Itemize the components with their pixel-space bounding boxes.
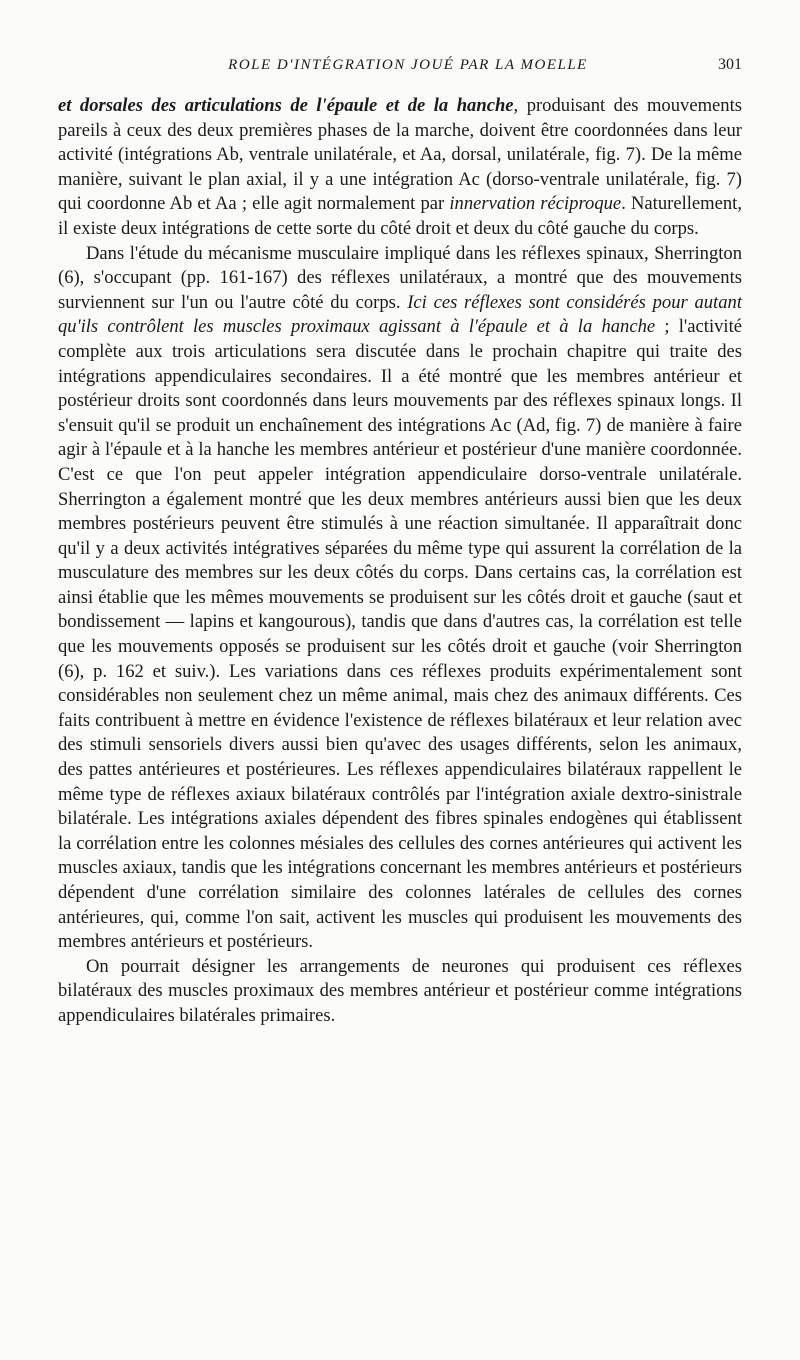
body-text bbox=[58, 94, 742, 1029]
page-number: 301 bbox=[718, 56, 742, 73]
text-segment: ; l'activité complète aux trois articulations sera discutée dans le prochain chapitre qui traite des intégrations appendiculaires secondaires. Il a été montré que les membres antérieur et postérieur droits sont coordonnés dans leurs mouvements par des réflexes spinaux longs. Il s'ensuit qu'il se produit un enchaînement des intégrations Ac (Ad, fig. 7) de manière à faire agir à l'épaule et à la hanche les membres antérieur et postérieur d'une manière coordonnée. C'est ce que l'on peut appeler intégration appendiculaire dorso-ventrale unilatérale. Sherrington a également montré que les deux membres antérieurs aussi bien que les deux membres postérieurs peuvent être stimulés à une réaction simultanée. Il apparaîtrait donc qu'il y a deux activités intégratives séparées du même type qui assurent la corrélation de la musculature des membres sur les deux côtés du corps. Dans certains cas, la corrélation est ainsi établie que les mêmes mouvements se produisent sur les côtés droit et gauche (saut et bondissement — lapins et kangourous), tandis que dans d'autres cas, la corrélation est telle que les mouvements opposés se produisent sur les côtés droit et gauche (voir Sherrington (6), p. 162 et suiv.). Les variations dans ces réflexes produits expérimentalement sont considérables non seulement chez un même animal, mais chez des animaux différents. Ces faits contribuent à mettre en évidence l'existence de réflexes bilatéraux et leur relation avec des stimuli sensoriels divers aussi bien qu'avec des usages différents, selon les animaux, des pattes antérieures et postérieures. Les réflexes appendiculaires bilatéraux rappellent le même type de réflexes axiaux bilatéraux contrôlés par l'intégration axiale dextro-sinistrale bilatérale. Les intégrations axiales dépendent des fibres spinales endogènes qui établissent la corrélation entre les colonnes mésiales des cellules des cornes antérieures qui activent les muscles axiaux, tandis que les intégrations concernant les membres antérieurs et postérieurs dépendent d'une corrélation similaire des colonnes latérales de cellules des cornes antérieures, qui, comme l'on sait, activent les muscles qui produisent les mouvements des membres antérieurs et postérieurs. bbox=[58, 316, 743, 953]
text-segment: , produisant des mouvements pareils à ceux des deux premières phases de la marche, doivent être coordonnées dans leur activité (intégrations Ab, ventrale unilatérale, et Aa, dorsal, unilatérale, fig. 7). De la même manière, suivant le plan axial, il y a une intégration Ac (dorso-ventrale unilatérale, fig. 7) qui coordonne Ab et Aa ; elle agit normalement par bbox=[58, 95, 742, 215]
paragraph bbox=[58, 94, 742, 242]
emphasized-text: Ici ces réflexes sont considérés pour autant qu'ils contrôlent les muscles proximaux agissant à l'épaule et à la hanche bbox=[58, 291, 742, 338]
emphasized-text: innervation réciproque bbox=[449, 193, 622, 215]
text-segment: . Naturellement, il existe deux intégrations de cette sorte du côté droit et deux du côté gauche du corps. bbox=[58, 193, 742, 239]
text-segment: Dans l'étude du mécanisme musculaire impliqué dans les réflexes spinaux, Sherrington (6), s'occupant (pp. 161-167) des réflexes unilatéraux, a montré que des mouvements surviennent sur l'un ou l'autre côté du corps. bbox=[58, 242, 742, 313]
running-head bbox=[58, 56, 742, 74]
running-title: ROLE D'INTÉGRATION JOUÉ PAR LA MOELLE bbox=[228, 57, 588, 73]
paragraph bbox=[58, 955, 742, 1029]
paragraph bbox=[58, 242, 742, 955]
text-segment: On pourrait désigner les arrangements de neurones qui produisent ces réflexes bilatéraux des muscles proximaux des membres antérieur et postérieur comme intégrations appendiculaires bilatérales primaires. bbox=[58, 955, 742, 1026]
emphasized-text: et dorsales des articulations de l'épaule et de la hanche bbox=[58, 95, 514, 116]
